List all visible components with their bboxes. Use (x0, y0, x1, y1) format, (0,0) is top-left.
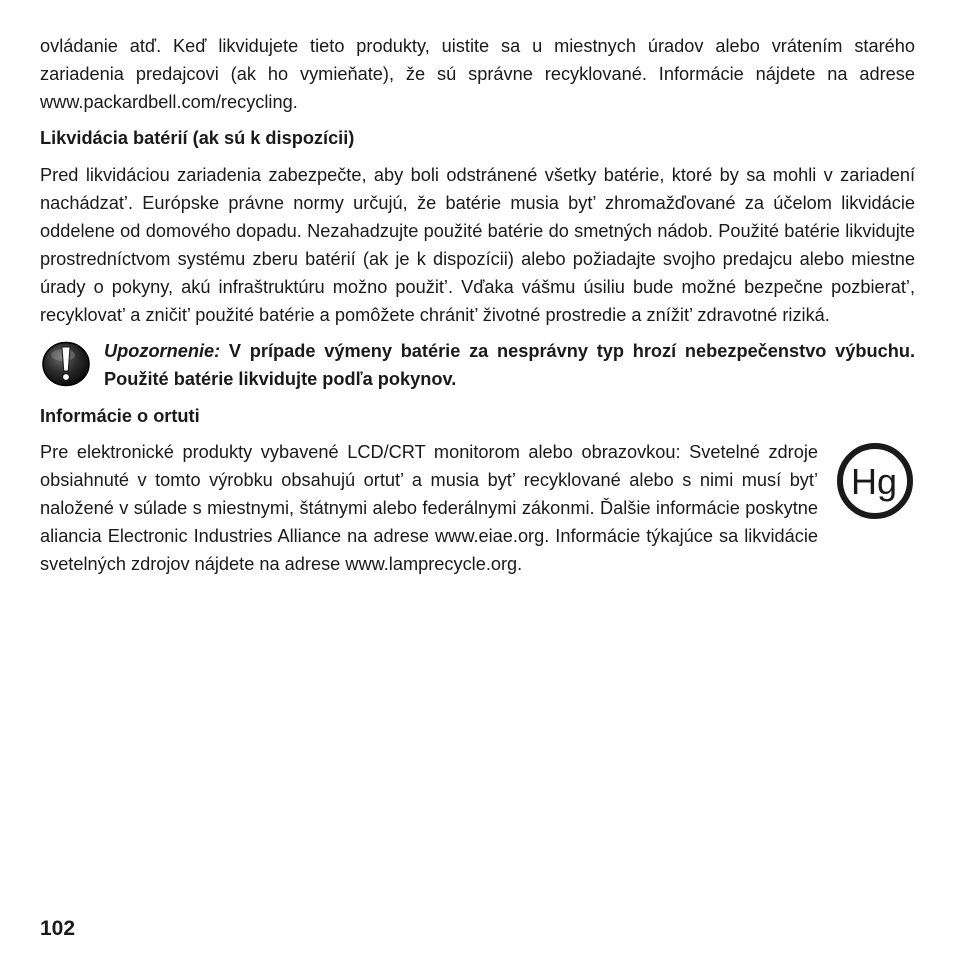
warning-body: V prípade výmeny batérie za nesprávny typ hrozí nebezpečenstvo výbuchu. Použité batérie likvidujte podľa pokynov. (104, 341, 915, 389)
mercury-hg-icon (836, 442, 914, 520)
warning-text (104, 337, 915, 393)
hg-symbol: Hg (850, 461, 898, 502)
battery-disposal-paragraph: Pred likvidáciou zariadenia zabezpečte, aby boli odstránené všetky batérie, ktoré by sa mohli v zariadení nachádzat’. Európske právne normy určujú, že batérie musia byt’ zhromažďované za účelom likvidácie oddelene od domového dopadu. Nezahadzujte použité batérie do smetných nádob. Použité batérie likvidujte prostredníctvom systému zberu batérií (ak je k dispozícii) alebo požiadajte svojho predajcu alebo miestne úrady o pokyny, akú infraštruktúru možno použit’. Vďaka vášmu úsiliu bude možné bezpečne pozbierat’, recyklovat’ a zničit’ použité batérie a pomôžete chránit’ životné prostredie a znížit’ zdravotné riziká. (40, 165, 915, 325)
mercury-info-paragraph: Pre elektronické produkty vybavené LCD/CRT monitorom alebo obrazovkou: Svetelné zdroje obsiahnuté v tomto výrobku obsahujú ortut’ a musia byt’ recyklované alebo s nimi musí byt’ naložené v súlade s miestnymi, štátnymi alebo federálnymi zákonmi. Ďalšie informácie poskytne aliancia Electronic Industries Alliance na adrese www.eiae.org. Informácie týkajúce sa likvidácie svetelných zdrojov nájdete na adrese www.lamprecycle.org. (40, 442, 818, 574)
intro-paragraph: ovládanie atď. Keď likvidujete tieto produkty, uistite sa u miestnych úradov alebo vrátením starého zariadenia predajcovi (ak ho vymieňate), že sú správne recyklované. Informácie nájdete na adrese www.packardbell.com/recycling. (40, 36, 915, 112)
warning-note (40, 337, 915, 393)
exclamation-warning-icon (41, 338, 91, 388)
battery-disposal-heading: Likvidácia batérií (ak sú k dispozícii) (40, 128, 355, 148)
mercury-info-heading: Informácie o ortuti (40, 406, 200, 426)
page-content (40, 32, 915, 578)
page-number: 102 (40, 917, 76, 940)
mercury-section (40, 438, 915, 578)
warning-label: Upozornenie: (104, 341, 221, 361)
